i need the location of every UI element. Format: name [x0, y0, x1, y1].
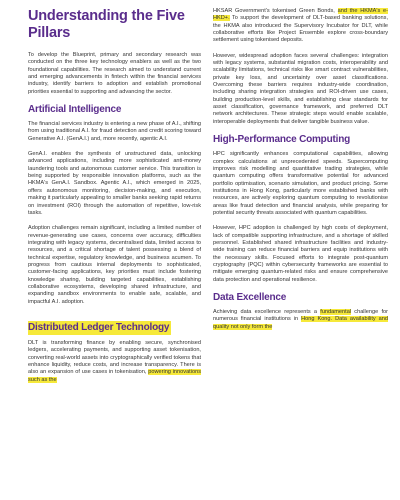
dlt-heading: Distributed Ledger Technology	[28, 321, 170, 333]
ai-heading: Artificial Intelligence	[28, 104, 122, 116]
ehkd-highlight: and the HKMA's e-HKD+.	[213, 8, 388, 22]
hpc-paragraph-1: HPC significantly enhances computational capabilities, allowing complex calculations at unprecedented speeds. Supercomputing improves risk modelling and quantitative trading strategies, while quantum computing offers transformative potential for advanced portfolio optimisation, scenario simulation, and product pricing. Some institutions in Hong Kong, particularly more established banks with resources, are actively exploring quantum computing to revolutionise areas like fraud detection and financial analysis, while preparing for potential security threats associated with quantum capabilities.	[213, 151, 388, 216]
data-excellence-heading: Data Excellence	[213, 292, 287, 303]
ai-paragraph-1: The financial services industry is entering a new phase of A.I., shifting from using traditional A.I. for fraud detection and credit scoring toward Generative A.I. (GenA.I.) and, more recently, agentic A.I.	[28, 121, 201, 142]
intro-paragraph: To develop the Blueprint, primary and secondary research was conducted on the three key technology enablers as well as the two foundational capabilities. The research aimed to understand current and emerging advancements in fintech within the financial services industry, identify barriers to adoption and establish promotional priorities essential to supporting and advancing the sector.	[28, 52, 201, 95]
data-excellence-paragraph	[213, 309, 388, 331]
ai-paragraph-2: GenA.I. enables the synthesis of unstructured data, unlocking advanced applications, including more sophisticated anti-money laundering tools and autonomous customer service. This transition is being supported by responsible innovation platforms, such as the HKMA's GenA.I. Sandbox. Agentic A.I., which emerged in 2025, offers autonomous monitoring, decision-making, and execution, making it particularly appealing to smaller banks seeking rapid returns on investment (ROI) through the automation of repetitive, low-risk tasks.	[28, 151, 201, 216]
hpc-heading: High-Performance Computing	[213, 134, 351, 146]
de-text-2: challenge for numerous financial institutions in	[213, 309, 388, 323]
page-title: Understanding the Five Pillars	[28, 8, 185, 41]
right-column	[213, 8, 388, 500]
de-highlight-2: Hong Kong. Data availability and quality not only form the	[213, 316, 388, 330]
dlt-text-rest: To support the development of DLT-based banking solutions, the HKMA also introduced the Supervisory Incubator for DLT, while collaborative efforts like Project Ensemble explore cross-boundary settlement using tokenised deposits.	[213, 15, 388, 44]
dlt-text: DLT is transforming finance by enabling secure, synchronised ledgers, accelerating payments, and supporting asset tokenisation, converting real-world assets into cryptographically verified tokens that enhance liquidity, reduce costs, and increase transparency. There is also an expansion of use cases in tokenisation,	[28, 339, 201, 376]
de-text: Achieving data excellence represents a	[213, 309, 321, 315]
ai-paragraph-3: Adoption challenges remain significant, including a limited number of revenue-generating use cases, concerns over accuracy, difficulties integrating with legacy systems, decentralised data, limited access to resources, and a critical shortage of talent possessing a blend of technical expertise, regulatory knowledge, and business acumen. To progress from cautious internal deployments to sophisticated, customer-facing applications, key priorities must include fostering knowledge sharing, building targeted capabilities, establishing collaborative ecosystems, developing shared infrastructure, and expanding sandbox environments to enable safe, scalable, and impactful A.I. adoption.	[28, 225, 201, 305]
dlt-paragraph-1	[28, 340, 201, 384]
left-column	[28, 8, 201, 500]
de-highlight-1: fundamental	[320, 309, 352, 315]
hpc-paragraph-2: However, HPC adoption is challenged by high costs of deployment, lack of compatible supporting infrastructure, and a shortage of skilled personnel. Established shared infrastructure facilities and industry-wide training can reduce financial barriers and equip institutions with the necessary skills. Focused efforts to integrate post-quantum cryptography (PQC) within cybersecurity frameworks are essential to mitigate emerging quantum-related risks and ensure comprehensive data protection and operational resilience.	[213, 225, 388, 283]
dlt-text-cont: HKSAR Government's tokenised Green Bonds,	[213, 8, 338, 14]
dlt-highlight: powering innovations such as the	[28, 369, 201, 383]
dlt-paragraph-3: However, widespread adoption faces several challenges: integration with legacy systems, substantial migration costs, interoperability and scalability limitations, technical risks like smart contract vulnerabilities, private key loss, and uncertainty over asset classifications. Overcoming these barriers requires industry-wide coordination, including sharing integration strategies and ROI-driven use cases, building production-level skills, and establishing clear standards for asset classification, governance framework, and preferred DLT network architectures. These strategic steps would enable scalable, interoperable deployments that deliver tangible business value.	[213, 52, 388, 125]
dlt-paragraph-2	[213, 8, 388, 45]
